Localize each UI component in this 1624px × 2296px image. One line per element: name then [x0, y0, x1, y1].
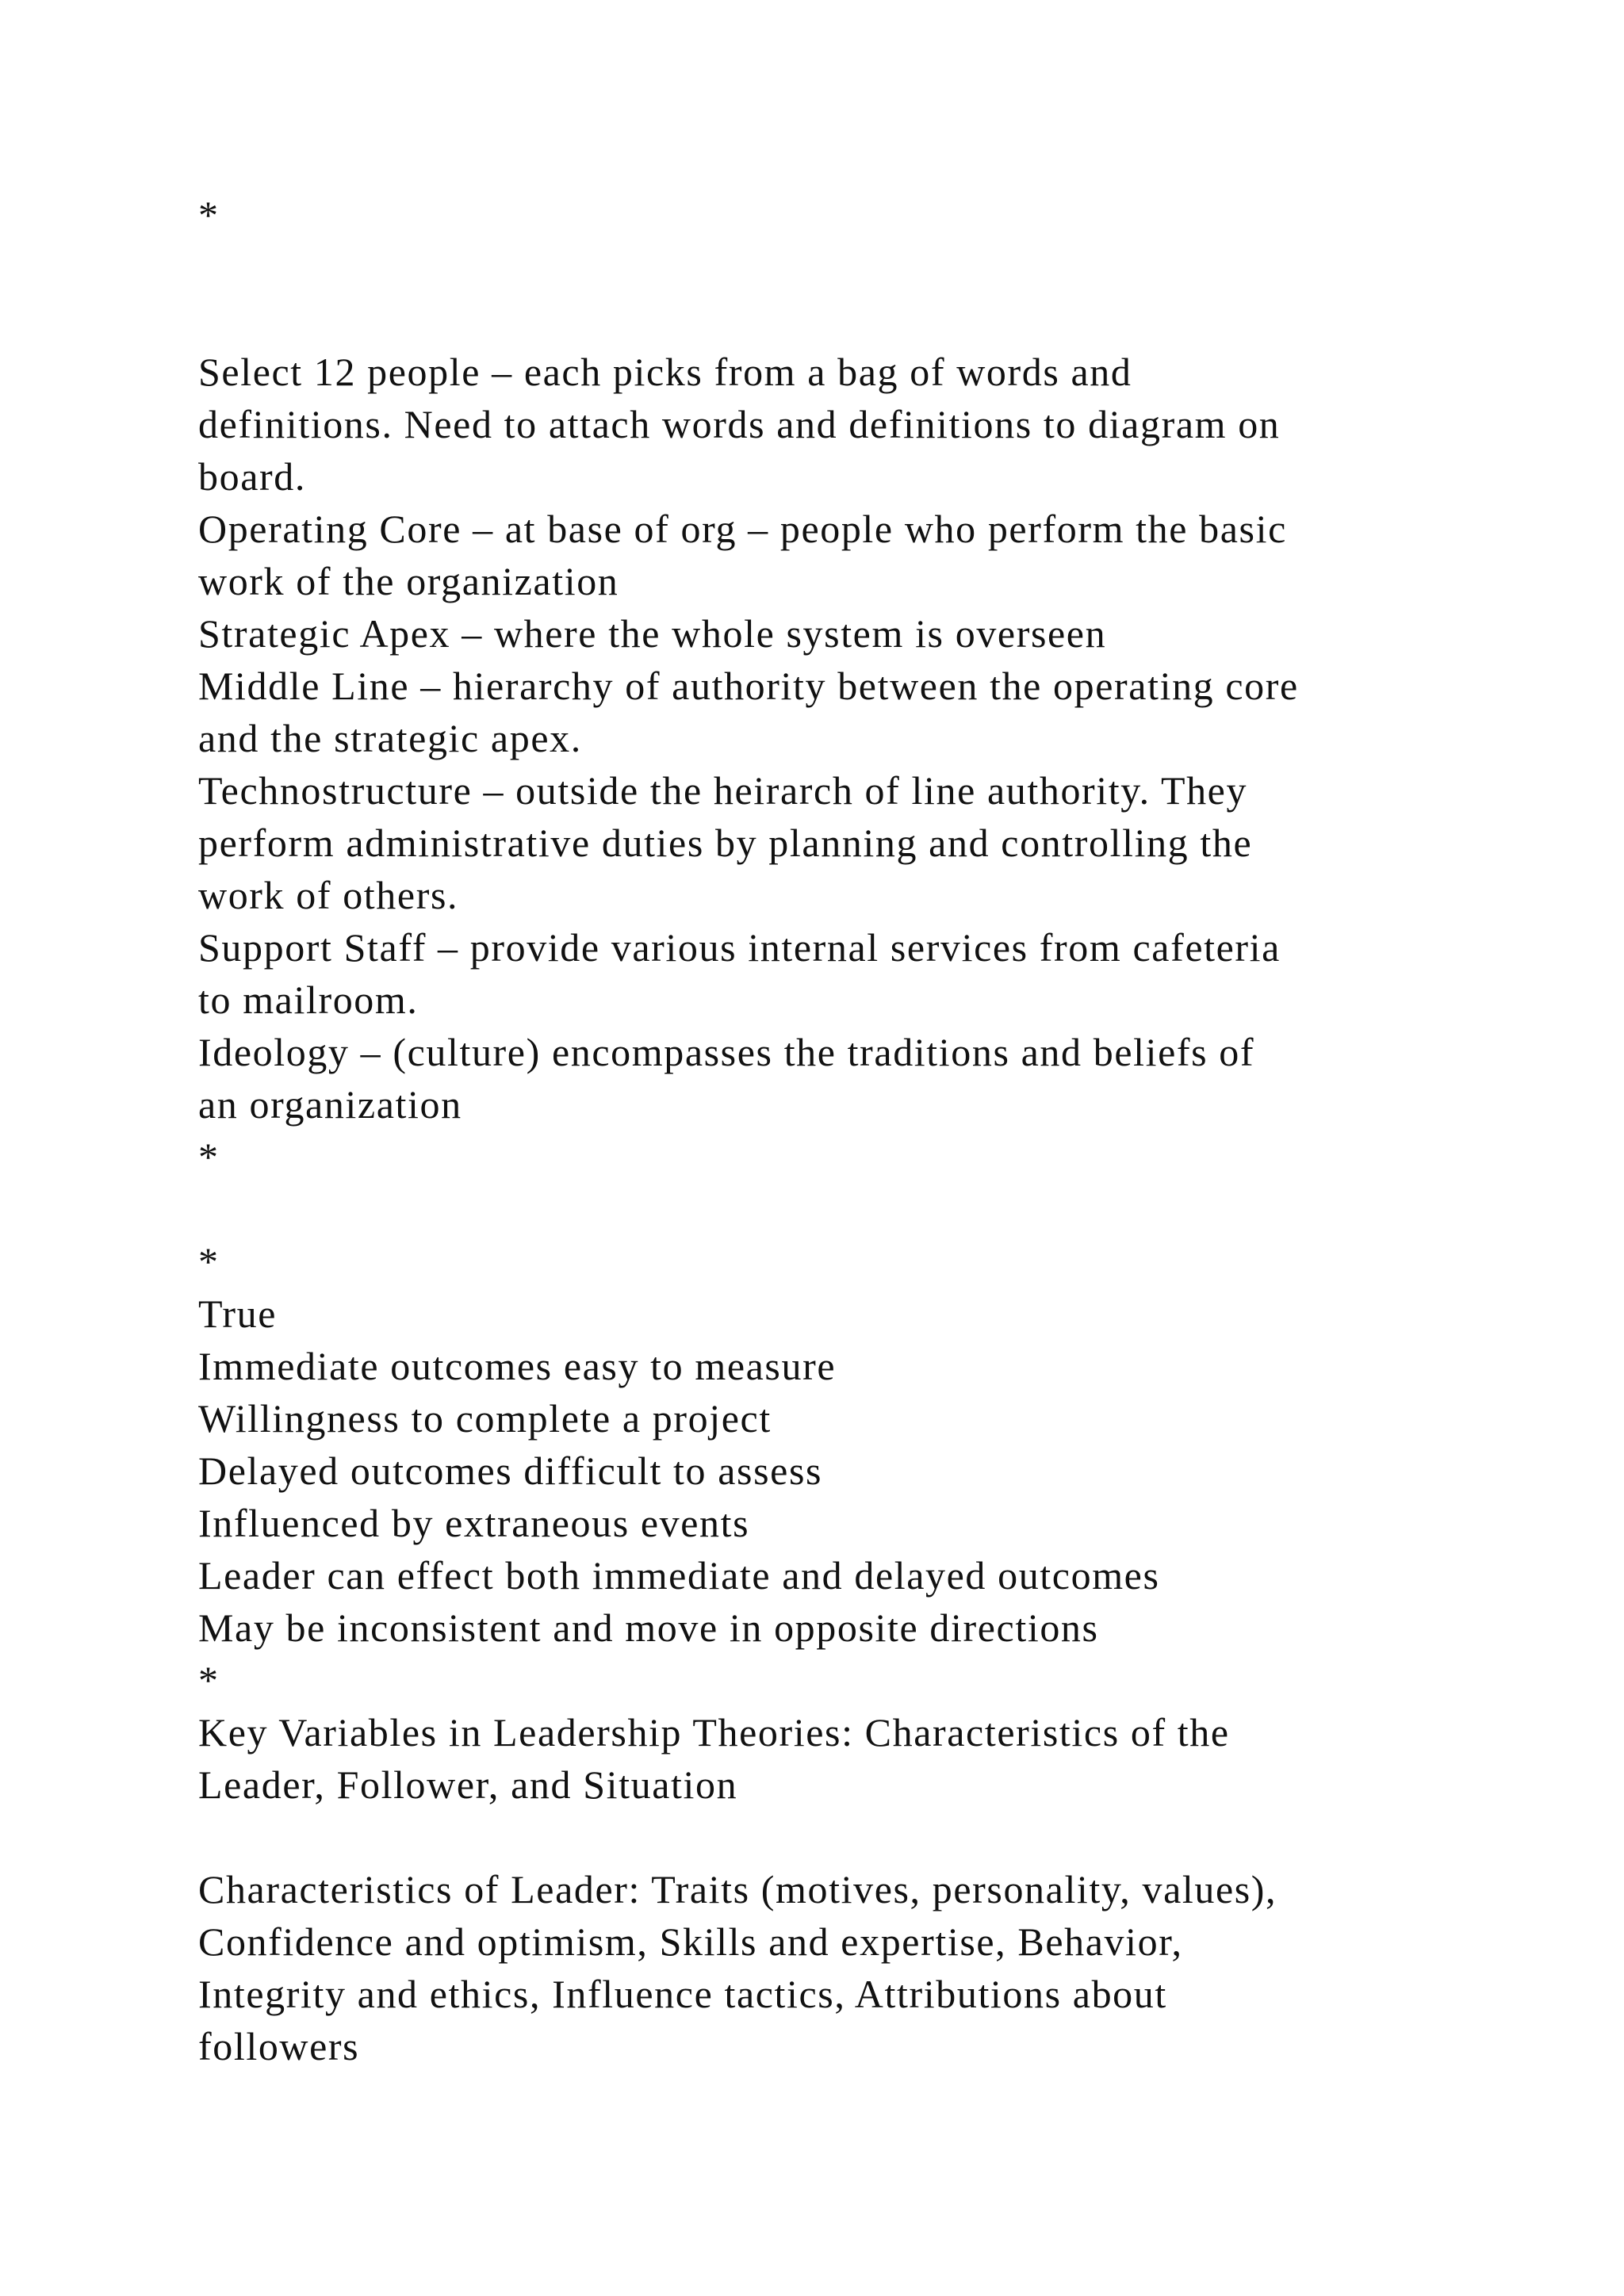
- text-line: and the strategic apex.: [198, 716, 582, 760]
- text-line: Ideology – (culture) encompasses the traditions and beliefs of: [198, 1030, 1255, 1074]
- text-line: perform administrative duties by planning and controlling the: [198, 821, 1253, 865]
- text-line: Select 12 people – each picks from a bag of words and: [198, 350, 1132, 394]
- text-line: Influenced by extraneous events: [198, 1501, 750, 1545]
- text-line: *: [198, 1135, 220, 1179]
- text-line: Middle Line – hierarchy of authority between the operating core: [198, 664, 1299, 708]
- text-line: board.: [198, 454, 306, 499]
- text-line: Immediate outcomes easy to measure: [198, 1344, 837, 1388]
- text-line: *: [198, 1239, 220, 1284]
- text-line: definitions. Need to attach words and definitions to diagram on: [198, 402, 1281, 446]
- blank-line: [198, 241, 1499, 293]
- text-line: Leader, Follower, and Situation: [198, 1762, 738, 1807]
- text-line: Leader can effect both immediate and delayed outcomes: [198, 1553, 1160, 1598]
- text-line: Characteristics of Leader: Traits (motives, personality, values),: [198, 1867, 1277, 1911]
- text-line: Technostructure – outside the heirarch of line authority. They: [198, 768, 1248, 813]
- text-line: Willingness to complete a project: [198, 1396, 772, 1441]
- text-line: Key Variables in Leadership Theories: Characteristics of the: [198, 1710, 1230, 1755]
- text-line: work of others.: [198, 873, 459, 917]
- text-line: May be inconsistent and move in opposite directions: [198, 1605, 1099, 1650]
- blank-line: [198, 293, 1499, 346]
- text-line: *: [198, 1658, 220, 1702]
- text-line: Support Staff – provide various internal services from cafeteria: [198, 925, 1281, 970]
- text-line: Strategic Apex – where the whole system is overseen: [198, 611, 1107, 656]
- text-line: Integrity and ethics, Influence tactics, Attributions about: [198, 1972, 1167, 2016]
- text-line: to mailroom.: [198, 978, 419, 1022]
- text-line: True: [198, 1292, 278, 1336]
- blank-line: [198, 1183, 1499, 1235]
- text-line: Delayed outcomes difficult to assess: [198, 1448, 823, 1493]
- text-line: Operating Core – at base of org – people who perform the basic: [198, 507, 1287, 551]
- text-line: work of the organization: [198, 559, 619, 603]
- text-line: Confidence and optimism, Skills and expertise, Behavior,: [198, 1919, 1183, 1964]
- document-body: [198, 189, 1499, 2072]
- text-line: an organization: [198, 1082, 462, 1127]
- blank-line: [198, 1811, 1499, 1863]
- text-line: *: [198, 193, 220, 237]
- text-line: followers: [198, 2024, 360, 2068]
